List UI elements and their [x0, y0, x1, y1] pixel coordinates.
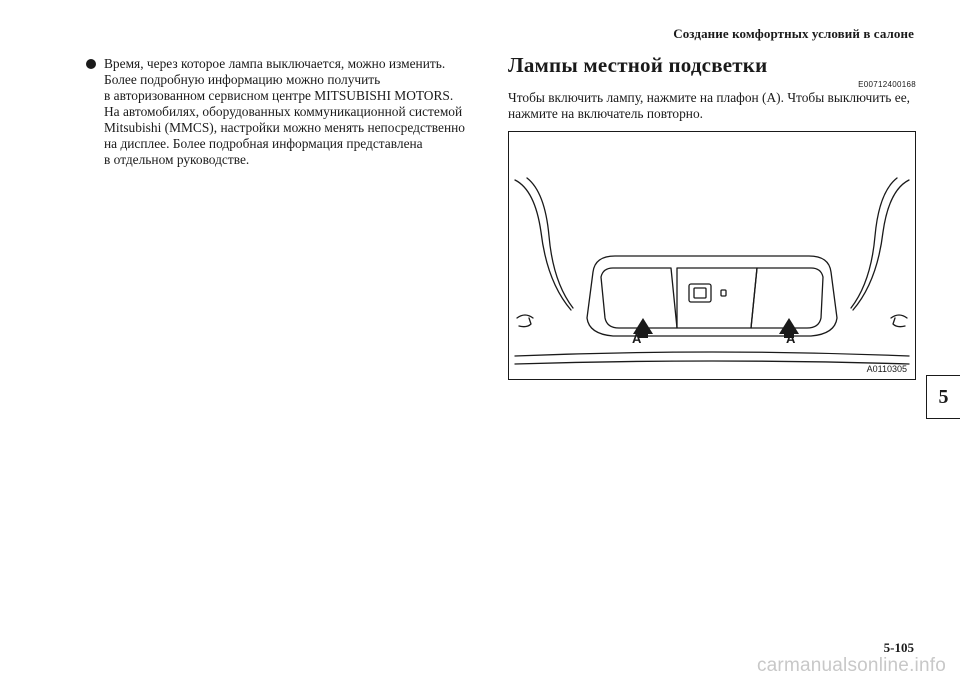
right-lens — [751, 268, 823, 328]
figure-code: A0110305 — [866, 364, 907, 374]
chapter-tab — [926, 375, 960, 419]
right-column — [508, 52, 916, 122]
watermark: carmanualsonline.info — [756, 655, 946, 676]
bullet-icon — [86, 59, 96, 69]
right-pillar-inner — [851, 178, 897, 308]
bullet-item — [86, 56, 478, 168]
bullet-text: Время, через которое лампа выключается, можно изменить. Более подробную информацию можно получить в авторизованном сервисном центре MITSUBISHI MOTORS. На автомобилях, оборудованных коммуникационной системой Mitsubishi (MMCS), настройки можно менять непосредственно на дисплее. Более подробная информация представлена в отдельном руководстве. — [104, 56, 465, 167]
left-column — [86, 56, 478, 168]
indicator-light — [721, 290, 726, 296]
section-code: E00712400168 — [858, 80, 916, 89]
map-lamp-illustration — [508, 131, 916, 380]
left-pillar-inner — [527, 178, 573, 308]
running-header: Создание комфортных условий в салоне — [673, 26, 914, 41]
right-handle — [891, 315, 907, 327]
callout-a-left: A — [632, 331, 642, 346]
chapter-number: 5 — [938, 385, 949, 408]
illustration-drawing — [509, 132, 915, 379]
section-body: Чтобы включить лампу, нажмите на плафон (A). Чтобы выключить ее, нажмите на включатель повторно. — [508, 90, 910, 121]
left-handle — [517, 315, 533, 327]
left-lens — [601, 268, 677, 328]
page-number: 5-105 — [883, 640, 914, 655]
roof-line-lower — [515, 361, 909, 364]
center-switch — [689, 284, 711, 302]
center-switch-inner — [694, 288, 706, 298]
callout-a-right: A — [786, 331, 796, 346]
section-title: Лампы местной подсветки — [508, 53, 768, 77]
roof-line — [515, 352, 909, 356]
